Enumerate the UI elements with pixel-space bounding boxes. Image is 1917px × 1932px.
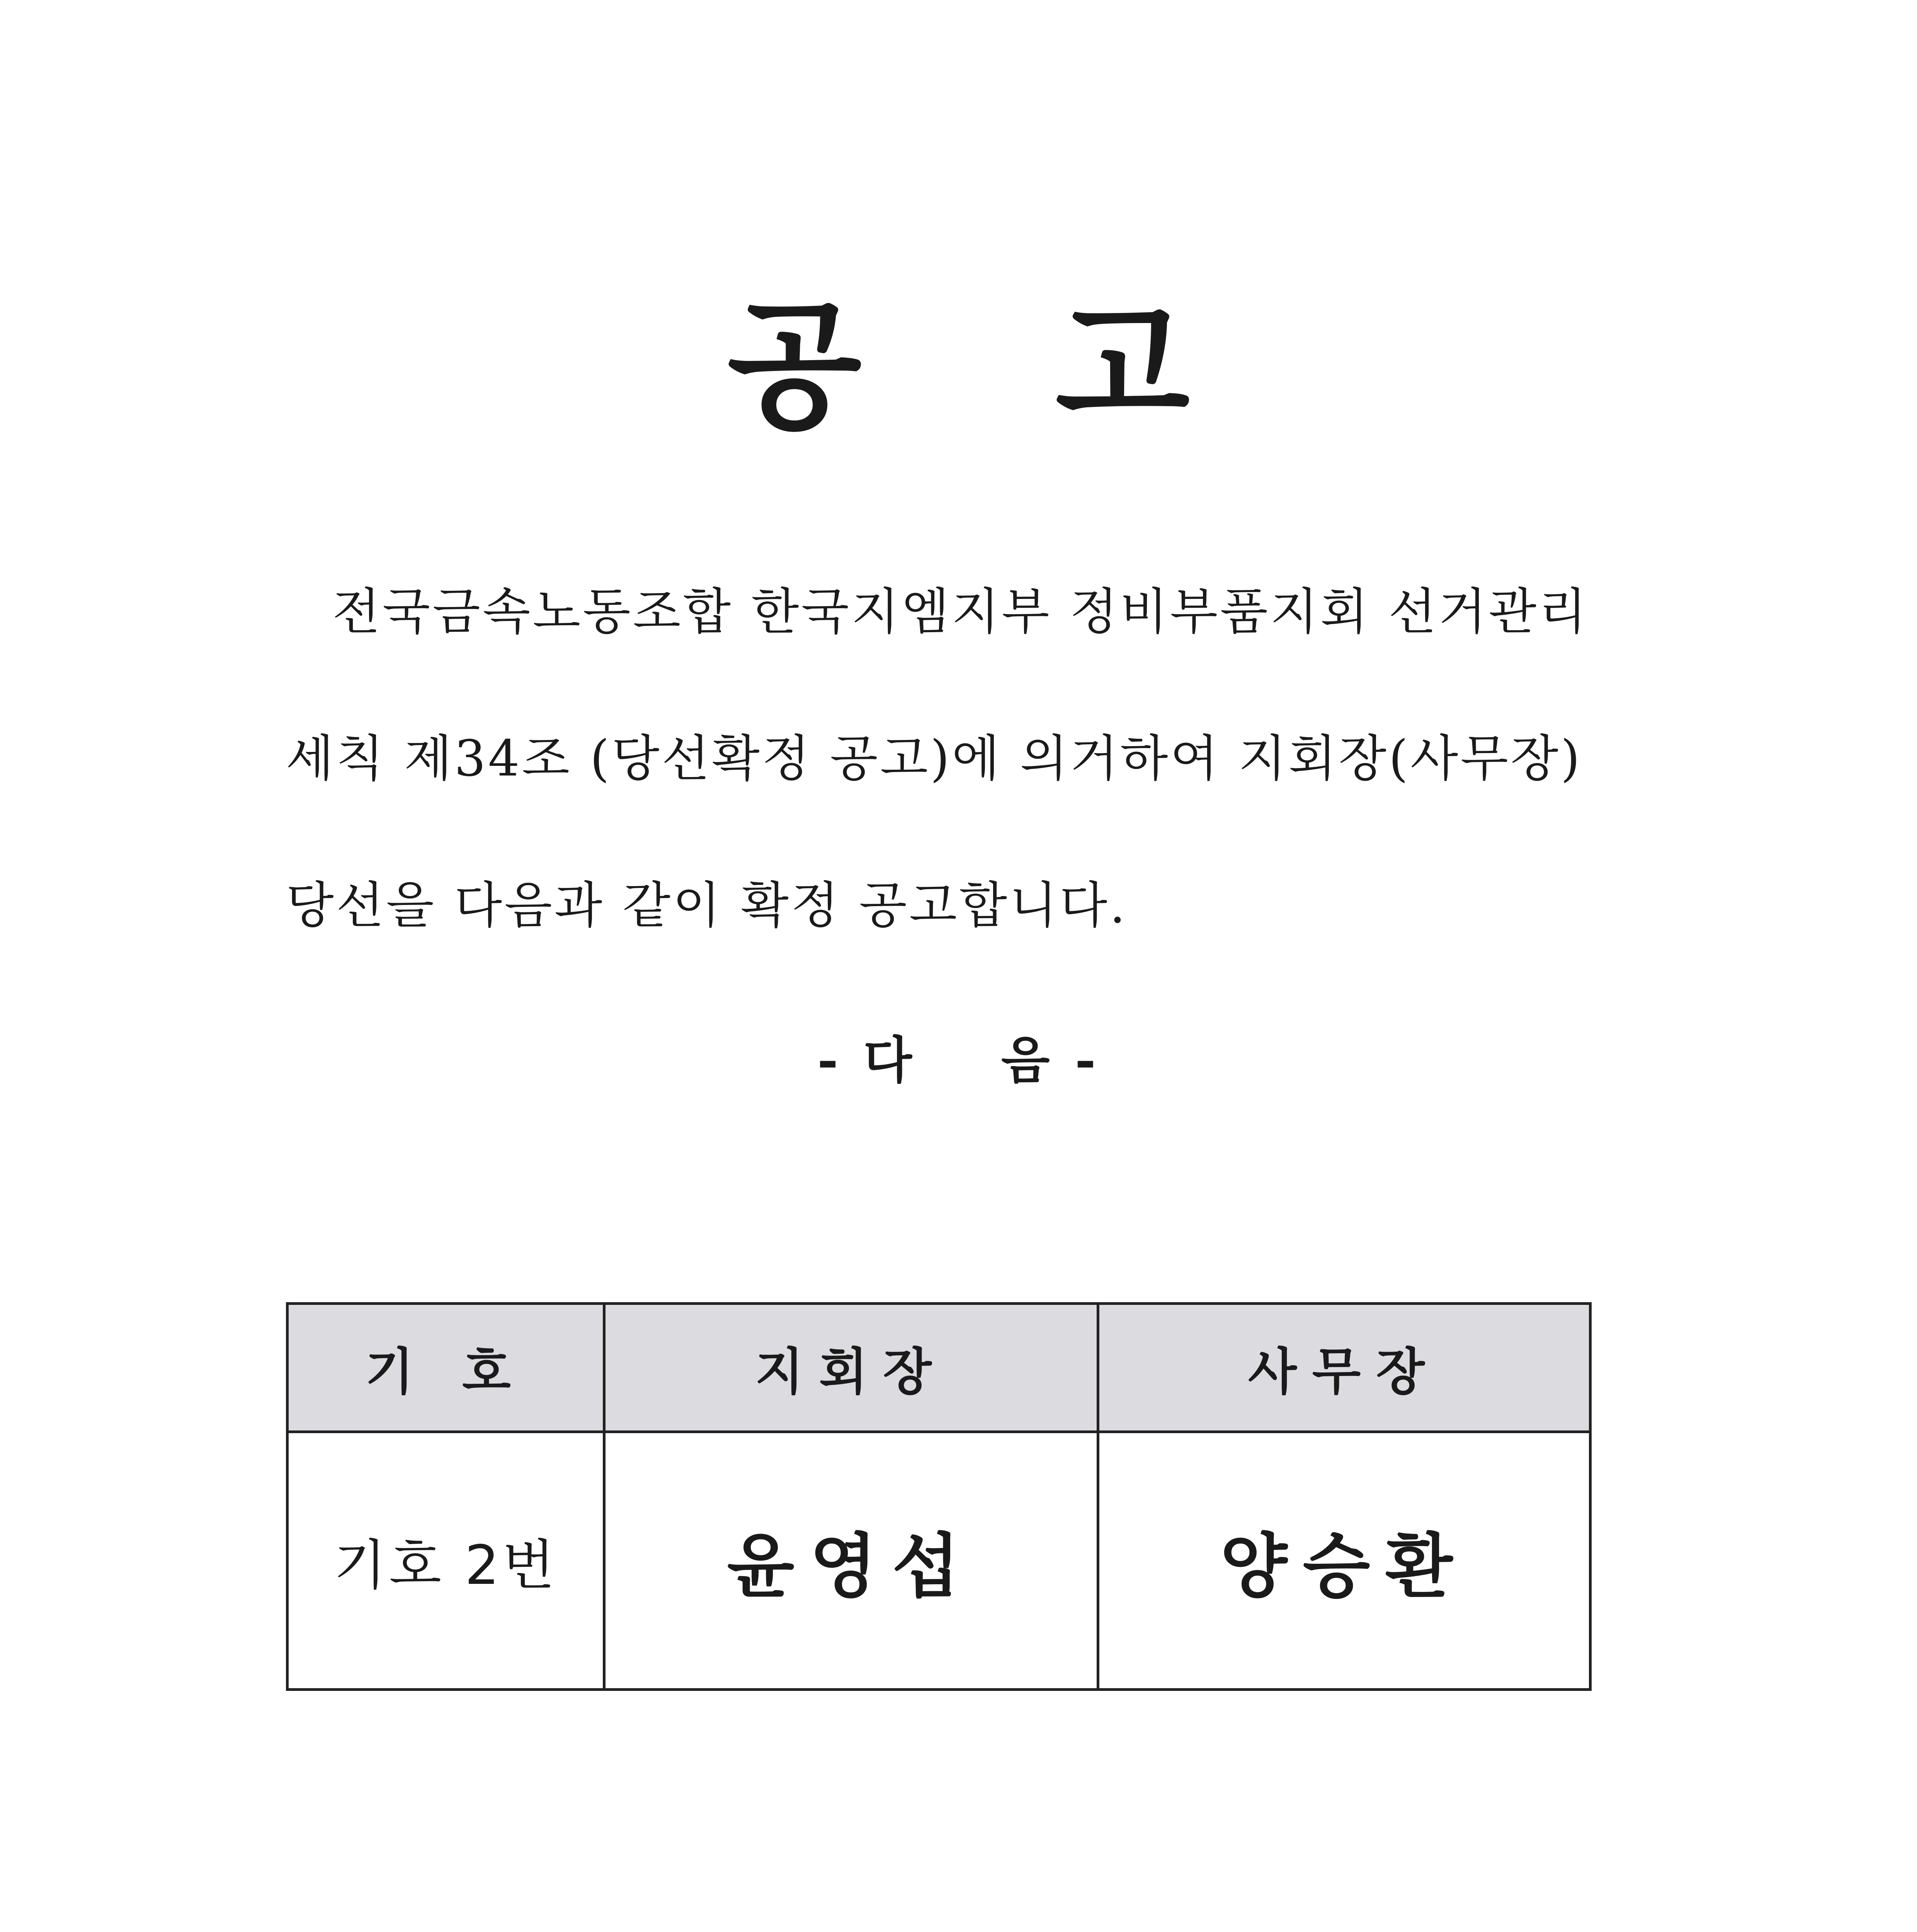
table-row [287,1432,1590,1690]
election-result-table [286,1302,1592,1691]
header-secretary: 사무장 [1098,1304,1590,1432]
body-text-line-3: 당선을 다음과 같이 확정 공고합니다. [286,877,1128,934]
header-president: 지회장 [604,1304,1098,1432]
document-title: 공 고 [727,286,1190,448]
table-header-row [287,1304,1590,1432]
body-text-line-2: 세칙 제34조 (당선확정 공고)에 의거하여 지회장(사무장) [286,730,1582,787]
cell-secretary-name: 양승환 [1098,1432,1590,1690]
body-text-line-1: 전국금속노동조합 한국지엠지부 정비부품지회 선거관리 [332,583,1589,641]
header-symbol: 기 호 [287,1304,604,1432]
cell-candidate-symbol: 기호 2번 [287,1432,604,1690]
subheading: - 다 음 - [817,1031,1100,1090]
cell-president-name: 윤영섭 [604,1432,1098,1690]
